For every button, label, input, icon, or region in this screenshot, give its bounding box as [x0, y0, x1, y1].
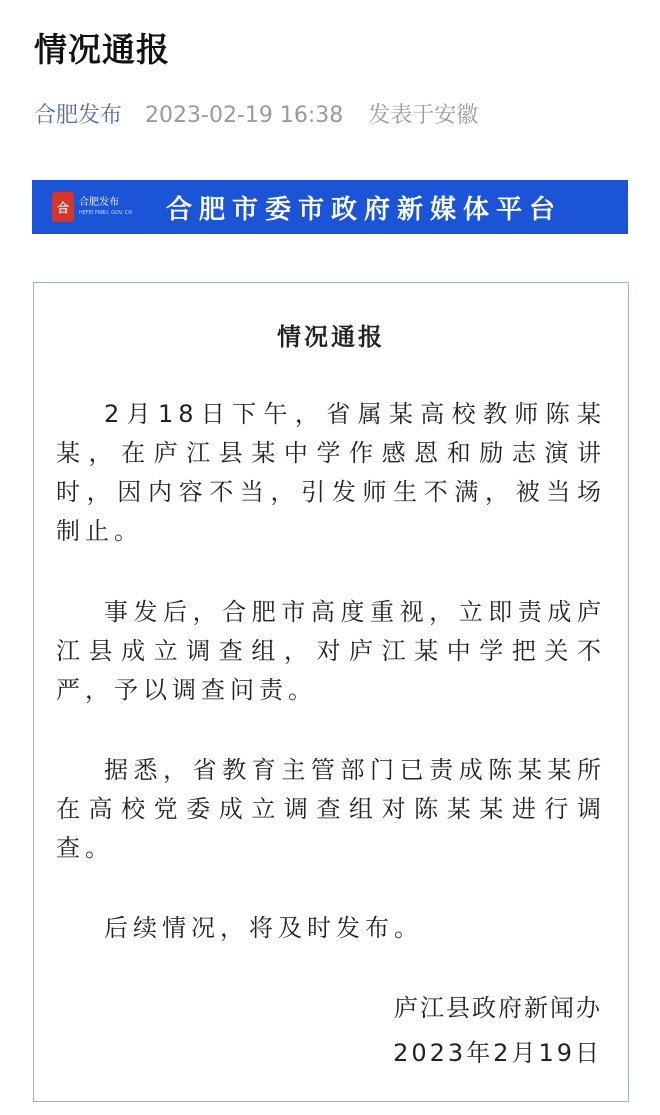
logo-en-text: HEFEI FABU. GOV. CN [79, 210, 133, 216]
signature-org: 庐江县政府新闻办 [394, 994, 602, 1022]
article-title: 情况通报 [34, 30, 170, 69]
publish-time: 2023-02-19 16:38 [145, 103, 344, 128]
account-name-link[interactable]: 合肥发布 [34, 103, 123, 128]
signature-date: 2023年2月19日 [393, 1039, 602, 1067]
banner-title: 合肥市委市政府新媒体平台 [166, 194, 563, 225]
banner-logo [32, 180, 144, 234]
header-banner [32, 180, 628, 234]
notice-heading: 情况通报 [277, 323, 385, 351]
notice-paragraph: 事发后，合肥市高度重视，立即责成庐江县成立调查组，对庐江某中学把关不严，予以调查问责。 [56, 598, 606, 704]
seal-icon: 合 [52, 192, 74, 222]
notice-paragraph: 据悉，省教育主管部门已责成陈某某所在高校党委成立调查组对陈某某进行调查。 [56, 756, 606, 862]
article-meta [34, 98, 478, 129]
notice-box [33, 282, 629, 1102]
logo-text [79, 197, 132, 217]
publish-location: 发表于安徽 [368, 103, 479, 128]
notice-paragraph: 后续情况，将及时发布。 [104, 914, 423, 942]
notice-paragraph: 2月18日下午，省属某高校教师陈某某，在庐江县某中学作感恩和励志演讲时，因内容不当，引发师生不满，被当场制止。 [56, 400, 606, 545]
logo-cn-text: 合肥发布 [79, 197, 119, 208]
